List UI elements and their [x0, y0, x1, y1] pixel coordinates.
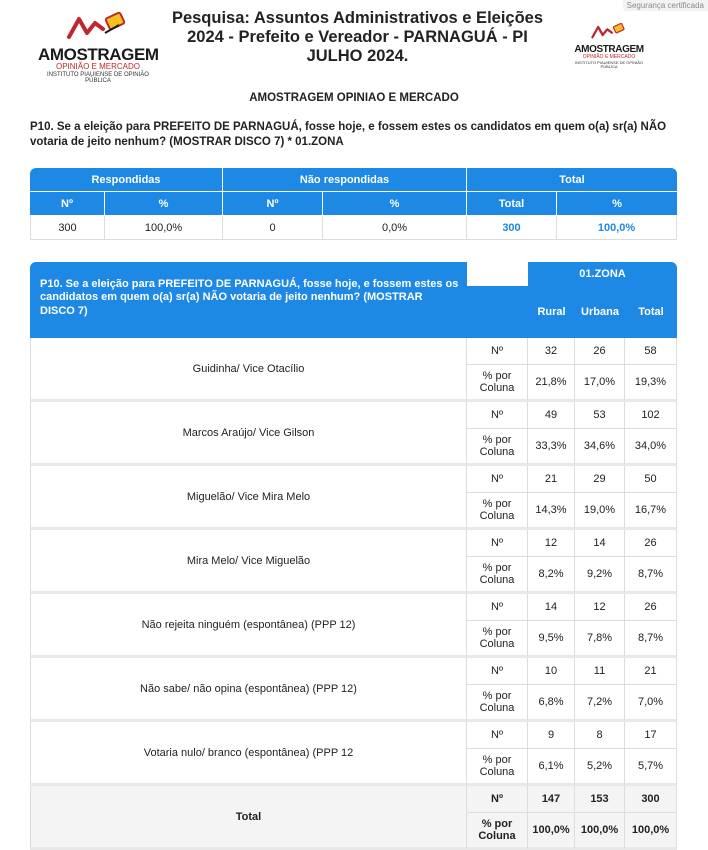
percent-cell: 9,2% [575, 557, 625, 594]
percent-cell: 8,7% [625, 621, 677, 658]
logo-mark-icon [63, 11, 133, 41]
count-cell: 300 [625, 786, 677, 813]
summary-subheader: Nº [223, 192, 323, 216]
table-row [30, 658, 677, 685]
percent-cell: 17,0% [575, 365, 625, 402]
table-row [30, 402, 677, 429]
percent-cell: 6,8% [528, 685, 575, 722]
count-cell: 21 [625, 658, 677, 685]
metric-label-n: Nº [467, 722, 528, 749]
metric-label-pct: % por Coluna [467, 557, 528, 594]
count-cell: 11 [575, 658, 625, 685]
count-cell: 8 [575, 722, 625, 749]
metric-label-n: Nº [467, 658, 528, 685]
percent-cell: 8,2% [528, 557, 575, 594]
crosstab-body [30, 338, 677, 850]
logo-institute: INSTITUTO PIAUIENSE DE OPINIÃO PÚBLICA [575, 59, 643, 69]
logo-institute: INSTITUTO PIAUIENSE DE OPINIÃO PÚBLICA [47, 71, 149, 85]
amostragem-logo-left [38, 11, 158, 85]
candidate-label: Guidinha/ Vice Otacílio [30, 338, 467, 402]
count-cell: 10 [528, 658, 575, 685]
count-cell: 58 [625, 338, 677, 365]
percent-cell: 19,3% [625, 365, 677, 402]
metric-label-pct: % por Coluna [467, 749, 528, 786]
summary-subheader: % [557, 192, 677, 216]
percent-cell: 21,8% [528, 365, 575, 402]
count-cell: 147 [528, 786, 575, 813]
security-badge: Segurança certificada [623, 0, 708, 11]
table-row [30, 594, 677, 621]
metric-label-pct: % por Coluna [467, 685, 528, 722]
candidate-label: Não rejeita ninguém (espontânea) (PPP 12) [30, 594, 467, 658]
company-name: AMOSTRAGEM OPINIAO E MERCADO [249, 92, 459, 104]
summary-cell: 0 [223, 216, 323, 240]
metric-label-pct: % por Coluna [467, 493, 528, 530]
percent-cell: 100,0% [528, 813, 575, 850]
question-text: P10. Se a eleição para PREFEITO DE PARNAGUÁ, fosse hoje, e fossem estes os candidatos em quem o(a) sr(a) NÃO votaria de jeito nenhum? (MOSTRAR DISCO 7) * 01.ZONA [30, 121, 667, 148]
percent-cell: 7,0% [625, 685, 677, 722]
column-header-rural: Rural [528, 286, 575, 338]
percent-cell: 7,2% [575, 685, 625, 722]
column-header-urbana: Urbana [575, 286, 625, 338]
summary-cell: 0,0% [323, 216, 467, 240]
metric-label-pct: % por Coluna [467, 813, 528, 850]
percent-cell: 8,7% [625, 557, 677, 594]
percent-cell: 33,3% [528, 429, 575, 466]
summary-group-header: Não respondidas [223, 168, 467, 192]
logo-name: AMOSTRAGEM [38, 45, 159, 64]
count-cell: 9 [528, 722, 575, 749]
summary-subheader: % [323, 192, 467, 216]
percent-cell: 7,8% [575, 621, 625, 658]
candidate-label: Miguelão/ Vice Mira Melo [30, 466, 467, 530]
table-row [30, 722, 677, 749]
summary-subheader: Nº [30, 192, 105, 216]
metric-label-n: Nº [467, 530, 528, 557]
count-cell: 53 [575, 402, 625, 429]
table-row [30, 786, 677, 813]
summary-group-header: Total [467, 168, 677, 192]
metric-label-n: Nº [467, 786, 528, 813]
table-row [30, 338, 677, 365]
logo-tagline: OPINIÃO E MERCADO [55, 62, 140, 71]
count-cell: 153 [575, 786, 625, 813]
count-cell: 29 [575, 466, 625, 493]
percent-cell: 5,2% [575, 749, 625, 786]
percent-cell: 19,0% [575, 493, 625, 530]
metric-label-n: Nº [467, 594, 528, 621]
header-spacer [467, 286, 528, 338]
candidate-label: Mira Melo/ Vice Miguelão [30, 530, 467, 594]
metric-label-pct: % por Coluna [467, 365, 528, 402]
logo-mark-icon [589, 22, 629, 40]
summary-cell: 100,0% [105, 216, 223, 240]
count-cell: 12 [528, 530, 575, 557]
count-cell: 21 [528, 466, 575, 493]
percent-cell: 14,3% [528, 493, 575, 530]
table-row [30, 466, 677, 493]
percent-cell: 16,7% [625, 493, 677, 530]
count-cell: 50 [625, 466, 677, 493]
percent-cell: 6,1% [528, 749, 575, 786]
header-spacer [467, 262, 528, 286]
table-row [30, 530, 677, 557]
count-cell: 26 [575, 338, 625, 365]
percent-cell: 100,0% [625, 813, 677, 850]
summary-subheader: % [105, 192, 223, 216]
crosstab-table [30, 262, 677, 850]
count-cell: 26 [625, 530, 677, 557]
summary-group-header: Respondidas [30, 168, 223, 192]
candidate-label: Não sabe/ não opina (espontânea) (PPP 12) [30, 658, 467, 722]
summary-subheader: Total [467, 192, 557, 216]
count-cell: 26 [625, 594, 677, 621]
metric-label-n: Nº [467, 338, 528, 365]
metric-label-pct: % por Coluna [467, 621, 528, 658]
count-cell: 12 [575, 594, 625, 621]
logo-name: AMOSTRAGEM [574, 44, 644, 55]
page-title: Pesquisa: Assuntos Administrativos e Eleições 2024 - Prefeito e Vereador - PARNAGUÁ - PI JULHO 2024. [171, 9, 544, 65]
total-label: Total [30, 786, 467, 850]
candidate-label: Marcos Araújo/ Vice Gilson [30, 402, 467, 466]
metric-label-pct: % por Coluna [467, 429, 528, 466]
percent-cell: 5,7% [625, 749, 677, 786]
crosstab-question-header: P10. Se a eleição para PREFEITO DE PARNAGUÁ, fosse hoje, e fossem estes os candidatos em quem o(a) sr(a) NÃO votaria de jeito nenhum? (MOSTRAR DISCO 7) [30, 262, 467, 338]
summary-table [30, 168, 677, 240]
amostragem-logo-right [573, 22, 645, 69]
column-header-total: Total [625, 286, 677, 338]
summary-cell: 300 [30, 216, 105, 240]
summary-cell: 300 [467, 216, 557, 240]
percent-cell: 100,0% [575, 813, 625, 850]
logo-tagline: OPINIÃO E MERCADO [582, 54, 636, 60]
summary-cell: 100,0% [557, 216, 677, 240]
candidate-label: Votaria nulo/ branco (espontânea) (PPP 12 [30, 722, 467, 786]
percent-cell: 34,6% [575, 429, 625, 466]
count-cell: 17 [625, 722, 677, 749]
count-cell: 102 [625, 402, 677, 429]
count-cell: 14 [528, 594, 575, 621]
zone-header: 01.ZONA [528, 262, 677, 286]
metric-label-n: Nº [467, 402, 528, 429]
metric-label-n: Nº [467, 466, 528, 493]
percent-cell: 34,0% [625, 429, 677, 466]
count-cell: 32 [528, 338, 575, 365]
count-cell: 49 [528, 402, 575, 429]
count-cell: 14 [575, 530, 625, 557]
percent-cell: 9,5% [528, 621, 575, 658]
